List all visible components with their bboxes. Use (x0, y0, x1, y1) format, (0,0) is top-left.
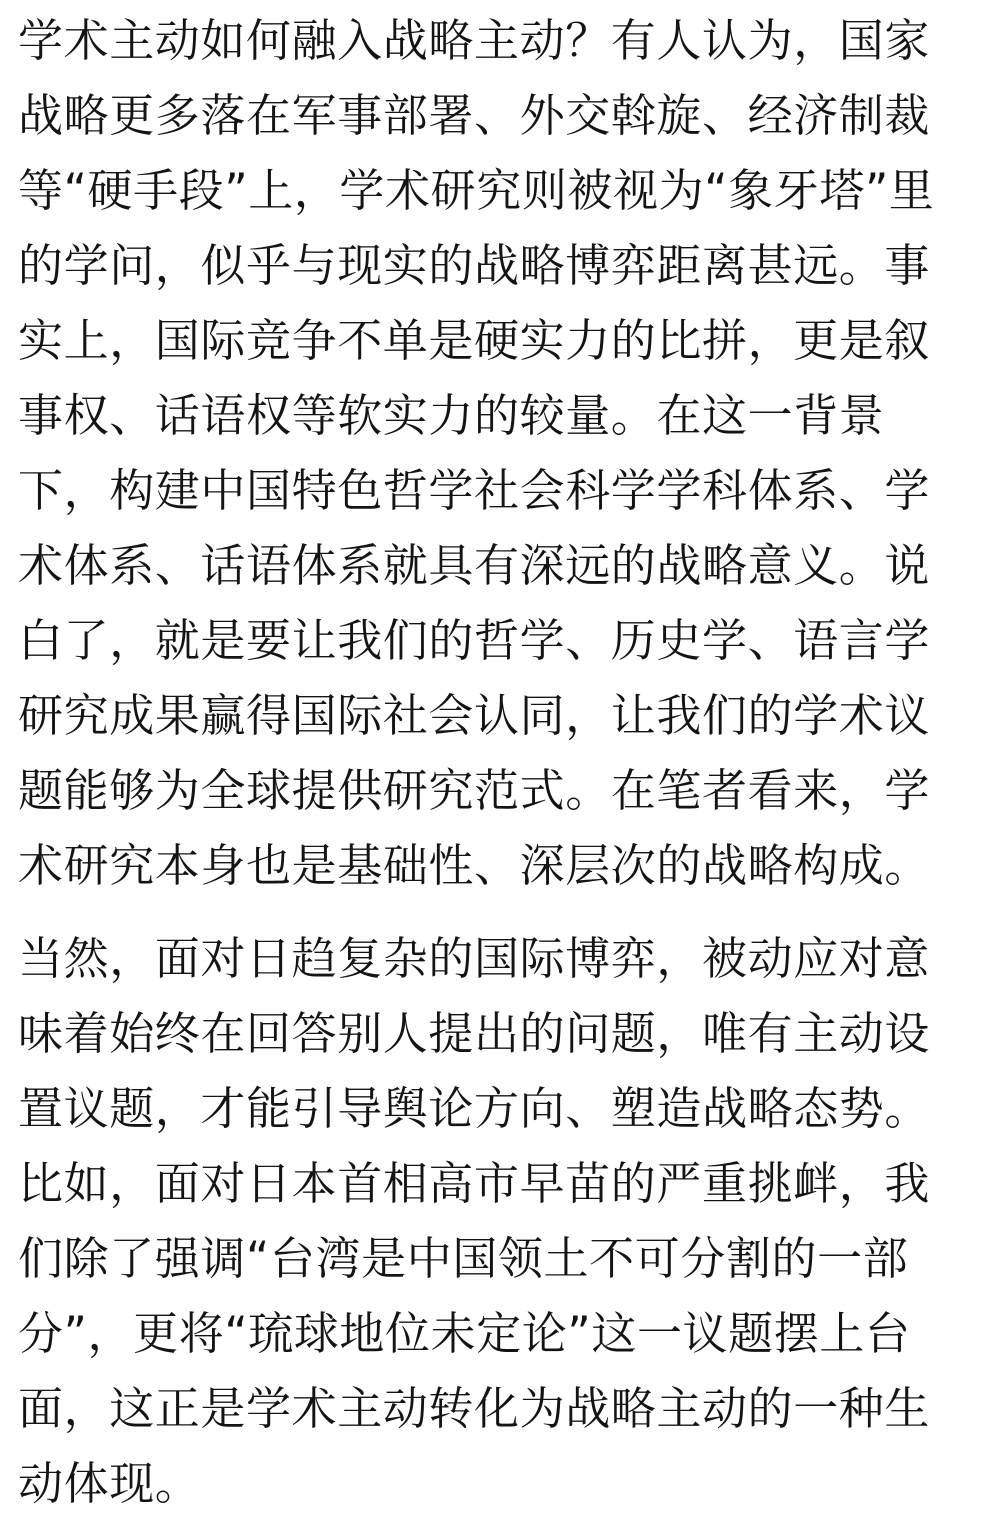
paragraph-2-line-1: 当然，面对日趋复杂的国际博弈，被动应对意 (18, 932, 931, 985)
paragraph-1-line-6: 事权、话语权等软实力的较量。在这一背景 (18, 389, 885, 442)
paragraph-2-line-8: 动体现。 (18, 1457, 201, 1510)
paragraph-1-line-3: 等“硬手段”上，学术研究则被视为“象牙塔”里 (18, 164, 935, 217)
paragraph-1-line-7: 下，构建中国特色哲学社会科学学科体系、学 (18, 464, 931, 517)
paragraph-1-line-1: 学术主动如何融入战略主动？有人认为，国家 (18, 14, 931, 67)
paragraph-2-line-7: 面，这正是学术主动转化为战略主动的一种生 (18, 1382, 931, 1435)
paragraph-2-line-6: 分”，更将“琉球地位未定论”这一议题摆上台 (18, 1307, 911, 1360)
paragraph-2-line-3: 置议题，才能引导舆论方向、塑造战略态势。 (18, 1082, 931, 1135)
paragraph-1-line-5: 实上，国际竞争不单是硬实力的比拼，更是叙 (18, 314, 931, 367)
paragraph-1-line-10: 研究成果赢得国际社会认同，让我们的学术议 (18, 689, 931, 742)
paragraph-1-line-11: 题能够为全球提供研究范式。在笔者看来，学 (18, 764, 931, 817)
paragraph-2-line-5: 们除了强调“台湾是中国领土不可分割的一部 (18, 1232, 909, 1285)
paragraph-2-line-2: 味着始终在回答别人提出的问题，唯有主动设 (18, 1007, 931, 1060)
paragraph-1-line-2: 战略更多落在军事部署、外交斡旋、经济制裁 (18, 89, 931, 142)
paragraph-2-line-4: 比如，面对日本首相高市早苗的严重挑衅，我 (18, 1157, 931, 1210)
paragraph-1-line-8: 术体系、话语体系就具有深远的战略意义。说 (18, 539, 931, 592)
paragraph-1-line-9: 白了，就是要让我们的哲学、历史学、语言学 (18, 614, 931, 667)
paragraph-1-line-12: 术研究本身也是基础性、深层次的战略构成。 (18, 839, 931, 892)
paragraph-1-line-4: 的学问，似乎与现实的战略博弈距离甚远。事 (18, 239, 931, 292)
